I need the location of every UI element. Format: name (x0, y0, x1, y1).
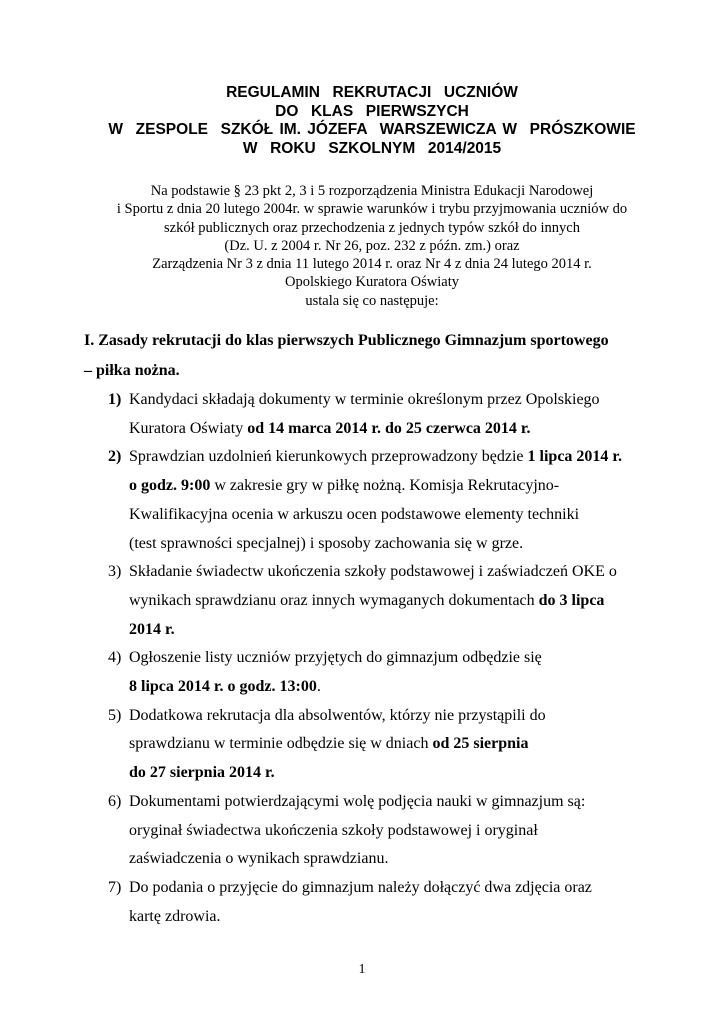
item-line: Ogłoszenie listy uczniów przyjętych do gimnazjum odbędzie się (129, 649, 542, 667)
item-text: Kuratora Oświaty (129, 419, 248, 437)
intro-line: Na podstawie § 23 pkt 2, 3 i 5 rozporządzenia Ministra Edukacji Narodowej (150, 183, 594, 199)
item-text-bold: od 25 sierpnia (432, 735, 529, 753)
item-line (129, 472, 684, 501)
intro-line: i Sportu z dnia 20 lutego 2004r. w sprawie warunków i trybu przyjmowania uczniów do (116, 201, 628, 218)
item-number: 6) (108, 792, 122, 810)
item-line (129, 443, 684, 472)
list-item (84, 386, 684, 443)
title-line: REGULAMIN REKRUTACJI UCZNIÓW (226, 84, 518, 101)
list-item (84, 874, 684, 931)
list-item (84, 788, 684, 874)
item-line: Kandydaci składają dokumenty w terminie określonym przez Opolskiego (129, 391, 600, 408)
item-line: Składanie świadectw ukończenia szkoły podstawowej i zaświadczeń OKE o (129, 563, 617, 581)
section-heading-line: – piłka nożna. (84, 362, 180, 379)
item-line: Kwalifikacyjna ocenia w arkuszu ocen podstawowe elementy techniki (129, 505, 580, 523)
item-line (129, 673, 684, 702)
intro-line: Zarządzenia Nr 3 z dnia 11 lutego 2014 r. oraz Nr 4 z dnia 24 lutego 2014 r. (152, 256, 592, 273)
item-number: 7) (108, 878, 122, 896)
item-text-bold: o godz. 9:00 (129, 477, 211, 495)
item-text: sprawdzianu w terminie odbędzie się w dniach (129, 735, 433, 753)
list-item (84, 443, 684, 558)
item-line: kartę zdrowia. (129, 907, 221, 925)
item-number: 4) (108, 649, 122, 667)
item-line (129, 759, 684, 788)
item-text-bold: do 3 lipca (538, 591, 605, 609)
item-text-bold: do 27 sierpnia 2014 r. (129, 764, 275, 782)
title-line: W ZESPOLE SZKÓŁ IM. JÓZEFA WARSZEWICZA W PRÓSZKOWIE (108, 121, 636, 138)
item-line (129, 415, 684, 444)
title-line: W ROKU SZKOLNYM 2014/2015 (242, 139, 502, 157)
intro-line: szkół publicznych oraz przechodzenia z jednych typów szkół do innych (164, 219, 580, 236)
rules-list (84, 386, 684, 931)
document-title (60, 84, 684, 158)
item-line: Do podania o przyjęcie do gimnazjum należy dołączyć dwa zdjęcia oraz (129, 878, 592, 896)
item-text-bold: 1 lipca 2014 r. (527, 448, 623, 466)
item-line: zaświadczenia o wynikach sprawdzianu. (129, 850, 389, 868)
item-text: . (316, 678, 321, 696)
item-number: 5) (108, 706, 122, 724)
list-item (84, 558, 684, 644)
page-number: 1 (358, 962, 366, 977)
legal-basis-paragraph (40, 182, 704, 310)
list-item (84, 644, 684, 701)
item-number: 3) (108, 563, 122, 581)
item-line: (test sprawności specjalnej) i sposoby zachowania się w grze. (129, 534, 524, 552)
item-text: wynikach sprawdzianu oraz innych wymaganych dokumentach (129, 591, 539, 609)
item-text-bold: od 14 marca 2014 r. do 25 czerwca 2014 r. (247, 419, 531, 437)
item-text-bold: 2014 r. (129, 620, 175, 638)
list-item (84, 702, 684, 788)
item-line (129, 616, 684, 645)
section-heading (84, 326, 684, 386)
item-line: Dodatkowa rekrutacja dla absolwentów, którzy nie przystąpili do (129, 706, 546, 724)
item-line: oryginał świadectwa ukończenia szkoły podstawowej i oryginał (129, 821, 538, 839)
item-line (129, 587, 684, 616)
intro-line: Opolskiego Kuratora Oświaty (285, 274, 459, 291)
item-text: Sprawdzian uzdolnień kierunkowych przeprowadzony będzie (129, 448, 528, 466)
intro-line: ustala się co następuje: (305, 292, 439, 309)
item-text-bold: 8 lipca 2014 r. o godz. 13:00 (129, 678, 317, 696)
title-line: DO KLAS PIERWSZYCH (275, 102, 469, 120)
item-line (129, 730, 684, 759)
item-number: 2) (108, 448, 122, 466)
intro-line: (Dz. U. z 2004 r. Nr 26, poz. 232 z późn. zm.) oraz (224, 237, 520, 254)
item-number: 1) (108, 391, 122, 408)
item-line: Dokumentami potwierdzającymi wolę podjęcia nauki w gimnazjum są: (129, 792, 586, 810)
item-text: w zakresie gry w piłkę nożną. Komisja Rekrutacyjno- (210, 477, 560, 495)
section-heading-line: I. Zasady rekrutacji do klas pierwszych Publicznego Gimnazjum sportowego (84, 332, 609, 349)
